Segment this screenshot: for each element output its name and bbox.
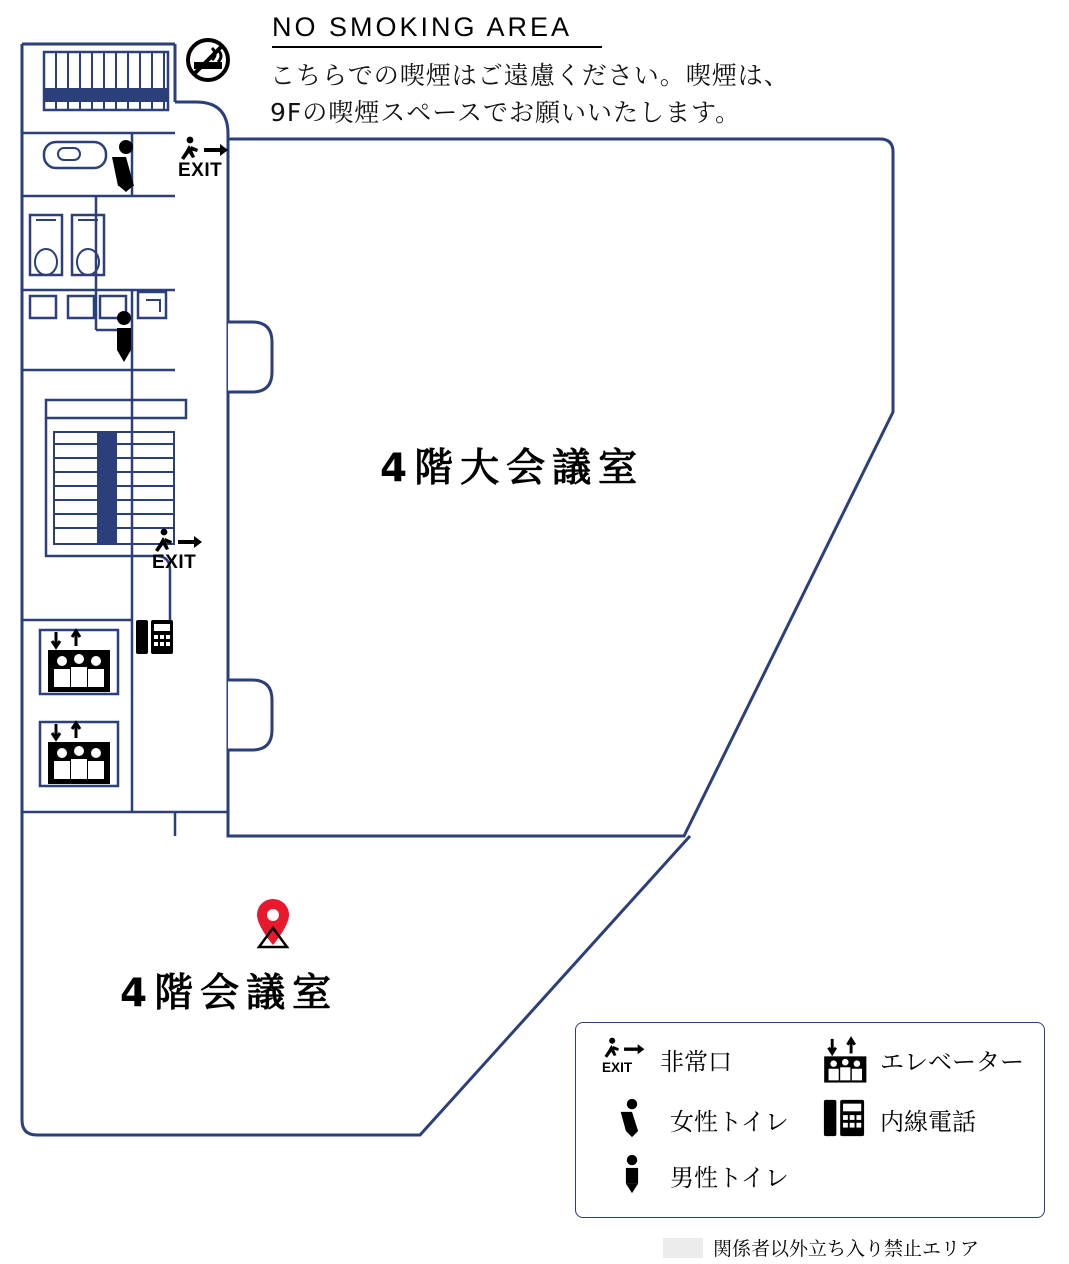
legend-item-men-restroom [612,1152,789,1198]
legend-label: 女性トイレ [670,1107,789,1136]
legend-label: 男性トイレ [670,1163,789,1192]
room-label-conference: 4階会議室 [120,971,339,1016]
elevator-icon [822,1036,868,1082]
elevator-icon [48,723,110,784]
exit-marker [178,136,244,182]
exit-label: EXIT [152,552,197,573]
desk-phone-icon [822,1096,868,1142]
legend-item-elevator [822,1036,1024,1082]
exit-label: EXIT [178,160,223,181]
no-smoking-line-1: こちらでの喫煙はご遠慮ください。喫煙は、 [270,61,790,90]
restricted-area-swatch [663,1238,703,1258]
room-label-main-conference: 4階大会議室 [380,446,645,491]
men-restroom-icon [612,1152,658,1198]
restricted-area-key [663,1234,979,1261]
legend-item-exit [602,1036,732,1082]
no-smoking-line-2: 9Fの喫煙スペースでお願いいたします。 [270,98,742,127]
running-person-exit-icon [602,1036,648,1082]
no-smoking-title: NO SMOKING AREA [272,12,602,48]
running-person-exit-icon [178,136,244,162]
women-restroom-icon [112,140,134,192]
legend-label: エレベーター [880,1047,1024,1076]
svg-text:EXIT: EXIT [602,1060,633,1076]
legend-item-phone [822,1096,976,1142]
elevator-icon [48,631,110,692]
exit-marker [152,528,218,574]
legend-label: 内線電話 [880,1107,976,1136]
women-restroom-icon [612,1096,658,1142]
you-are-here-marker [243,895,303,955]
running-person-exit-icon [152,528,218,554]
legend-label: 非常口 [660,1047,732,1076]
no-smoking-icon [188,40,228,80]
men-restroom-icon [117,311,131,362]
legend-item-women-restroom [612,1096,789,1142]
restricted-area-label: 関係者以外立ち入り禁止エリア [713,1238,980,1260]
desk-phone-icon [136,620,173,654]
